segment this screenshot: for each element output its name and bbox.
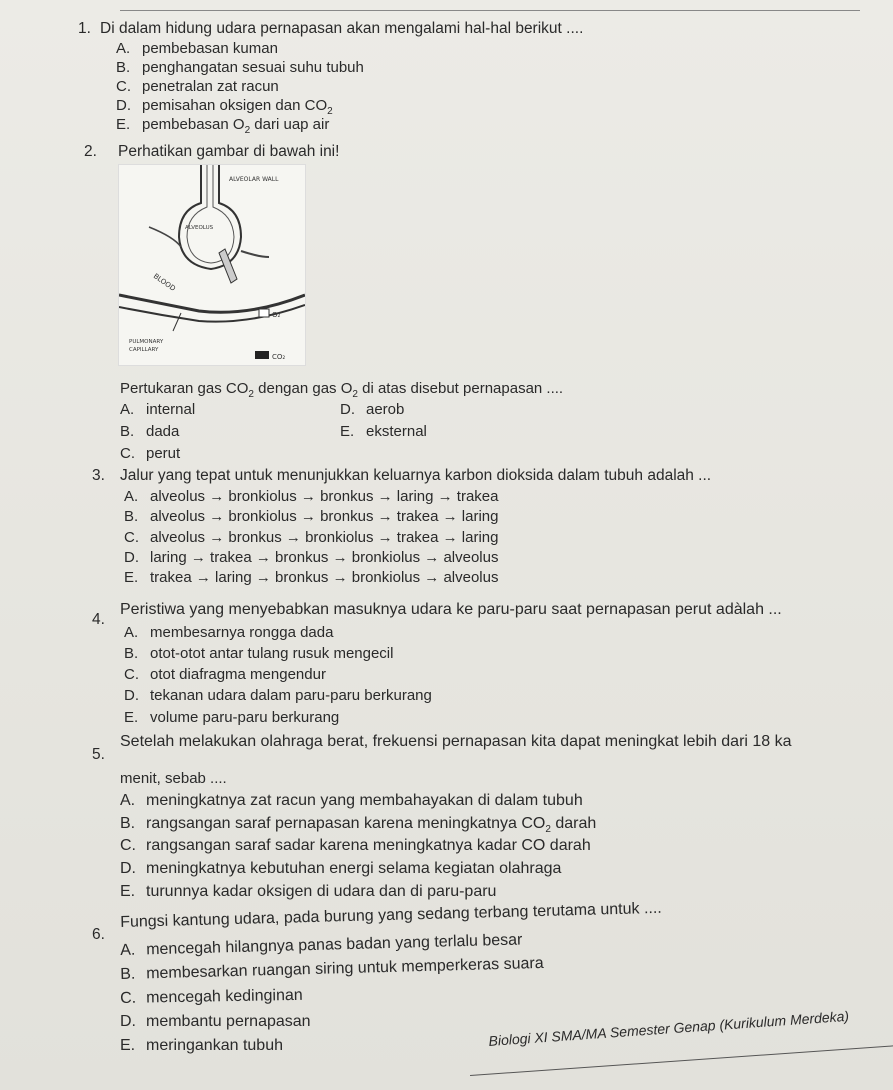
q6-option-b: B. membesarkan ruangan siring untuk memperkeras suara bbox=[120, 954, 544, 983]
footer-rule bbox=[470, 1045, 893, 1076]
figure-legend-o2: O₂ bbox=[272, 311, 281, 319]
q2-option-c: C. perut bbox=[120, 445, 181, 462]
q4-option-d: D. tekanan udara dalam paru-paru berkurang bbox=[124, 687, 432, 704]
q5-option-a: A. meningkatnya zat racun yang membahayakan di dalam tubuh bbox=[120, 792, 583, 809]
q1-option-a: A. pembebasan kuman bbox=[116, 40, 278, 57]
q2-option-e: E. eksternal bbox=[340, 423, 427, 440]
q2-option-a: A. internal bbox=[120, 401, 196, 418]
q6-text: Fungsi kantung udara, pada burung yang sedang terbang terutama untuk .... bbox=[120, 899, 662, 931]
q6-option-e: E. meringankan tubuh bbox=[120, 1037, 283, 1054]
q2-stem: Pertukaran gas $CO_2$ dengan gas $O_2$ di atas disebut pernapasan .... bbox=[120, 380, 564, 400]
q6-option-d: D. membantu pernapasan bbox=[120, 1013, 311, 1030]
q3-option-b: B. alveolus → bronkiolus → bronkus → trakea → laring bbox=[124, 508, 499, 525]
q2-option-d: D. aerob bbox=[340, 401, 405, 418]
figure-legend-co2: CO₂ bbox=[272, 353, 286, 361]
q3-option-a: A. alveolus → bronkiolus → bronkus → laring → trakea bbox=[124, 488, 499, 505]
q6-number: 6. bbox=[92, 926, 105, 943]
alveolus-diagram bbox=[118, 164, 306, 366]
alveolus-diagram-svg bbox=[119, 165, 305, 365]
q6-option-a: A. mencegah hilangnya panas badan yang terlalu besar bbox=[120, 931, 523, 959]
q5-option-e: E. turunnya kadar oksigen di udara dan di paru-paru bbox=[120, 883, 497, 900]
figure-label-blood: BLOOD bbox=[151, 272, 177, 293]
q4-option-e: E. volume paru-paru berkurang bbox=[124, 709, 340, 726]
q4-number: 4. bbox=[92, 611, 105, 628]
q5-option-c: C. rangsangan saraf sadar karena meningkatnya kadar CO darah bbox=[120, 837, 591, 854]
q1-option-b: B. penghangatan sesuai suhu tubuh bbox=[116, 59, 364, 76]
figure-label-capillary-1: PULMONARY bbox=[129, 339, 164, 345]
figure-label-alveolar-wall: ALVEOLAR WALL bbox=[229, 176, 279, 183]
q5-option-d: D. meningkatnya kebutuhan energi selama kegiatan olahraga bbox=[120, 860, 562, 877]
q1-option-c: C. penetralan zat racun bbox=[116, 78, 279, 95]
q3-option-d: D. laring → trakea → bronkus → bronkiolus → alveolus bbox=[124, 549, 499, 566]
q1-option-e: E. pembebasan $O_2$ dari uap air bbox=[116, 116, 330, 136]
q5-text: Setelah melakukan olahraga berat, frekuensi pernapasan kita dapat meningkat lebih dari 18 ka bbox=[120, 733, 792, 750]
q1-number: 1. bbox=[78, 20, 91, 37]
q4-text: Peristiwa yang menyebabkan masuknya udara ke paru-paru saat pernapasan perut adàlah ... bbox=[120, 601, 782, 618]
q5-number: 5. bbox=[92, 746, 105, 763]
q2-text: Perhatikan gambar di bawah ini! bbox=[118, 143, 340, 160]
q4-option-b: B. otot-otot antar tulang rusuk mengecil bbox=[124, 645, 394, 662]
q3-option-c: C. alveolus → bronkus → bronkiolus → trakea → laring bbox=[124, 529, 499, 546]
q2-number: 2. bbox=[84, 143, 97, 160]
q3-number: 3. bbox=[92, 467, 105, 484]
q5-option-b: B. rangsangan saraf pernapasan karena meningkatnya $CO_2$ darah bbox=[120, 815, 597, 836]
q4-option-c: C. otot diafragma mengendur bbox=[124, 666, 326, 683]
q6-option-c: C. mencegah kedinginan bbox=[120, 986, 303, 1007]
q4-option-a: A. membesarnya rongga dada bbox=[124, 624, 334, 641]
figure-label-capillary-2: CAPILLARY bbox=[129, 347, 159, 353]
q3-option-e: E. trakea → laring → bronkus → bronkiolus → alveolus bbox=[124, 569, 499, 586]
figure-label-alveolus: ALVEOLUS bbox=[185, 225, 214, 231]
top-rule bbox=[120, 10, 860, 11]
footer-book-title: Biologi XI SMA/MA Semester Genap (Kurikulum Merdeka) bbox=[488, 1007, 850, 1049]
q1-text: Di dalam hidung udara pernapasan akan mengalami hal-hal berikut .... bbox=[100, 20, 584, 37]
q5-text-cont: menit, sebab .... bbox=[120, 770, 227, 787]
q3-text: Jalur yang tepat untuk menunjukkan keluarnya karbon dioksida dalam tubuh adalah ... bbox=[120, 467, 712, 484]
q1-option-d: D. pemisahan oksigen dan $CO_2$ bbox=[116, 97, 333, 117]
q2-option-b: B. dada bbox=[120, 423, 180, 440]
